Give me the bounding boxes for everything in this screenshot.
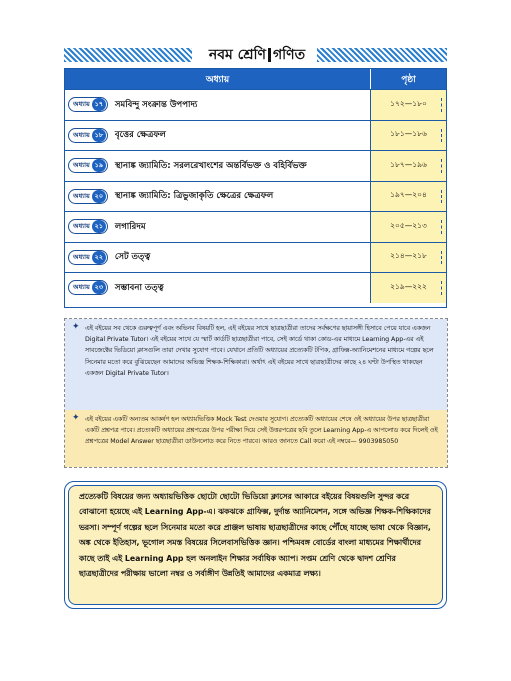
header-stripe-right — [317, 48, 447, 62]
chapter-number: ২১ — [92, 220, 106, 233]
chapter-badge-label: অধ্যায় — [73, 161, 90, 170]
chapter-title: সমবিন্দু সংক্রান্ত উপপাদ্য — [114, 99, 198, 110]
page-range: ১৮১—১৮৬ — [371, 121, 446, 151]
subject-label: গণিত — [272, 47, 306, 63]
chapter-badge — [68, 128, 108, 143]
chapter-cell — [65, 151, 371, 181]
promo-inner — [68, 485, 443, 605]
chapter-badge — [68, 280, 108, 295]
contents-row — [65, 242, 446, 273]
chapter-number: ২০ — [92, 190, 106, 203]
chapter-badge — [68, 158, 108, 173]
contents-table-header — [65, 69, 446, 89]
contents-row — [65, 181, 446, 212]
chapter-title: সেট তত্ত্ব — [114, 252, 151, 263]
chapter-number: ১৮ — [92, 129, 106, 142]
page-range: ১৮৭—১৯৬ — [371, 151, 446, 181]
chapter-badge-label: অধ্যায় — [73, 191, 90, 200]
chapter-cell — [65, 273, 371, 303]
chapter-title: লগারিদম — [114, 221, 146, 232]
star-icon: ✦ — [72, 413, 80, 423]
chapter-title: সম্ভাবনা তত্ত্ব — [114, 282, 164, 293]
chapter-badge-label: অধ্যায় — [73, 130, 90, 139]
chapter-cell — [65, 182, 371, 212]
chapter-cell — [65, 90, 371, 120]
page-range: ২০৫—২১৩ — [371, 212, 446, 242]
contents-row — [65, 150, 446, 181]
note-mock-test — [65, 410, 447, 467]
chapter-badge-label: অধ্যায় — [73, 283, 90, 292]
chapter-number: ১৯ — [92, 159, 106, 172]
title-divider — [268, 48, 271, 62]
chapter-badge — [68, 219, 108, 234]
chapter-title: বৃত্তের ক্ষেত্রফল — [114, 130, 166, 141]
chapter-badge-label: অধ্যায় — [73, 252, 90, 261]
page-header — [64, 44, 447, 66]
chapter-badge — [68, 189, 108, 204]
note-text: এই বইয়ের একটি অন্যতম আকর্ষণ হল অধ্যায়ভিত্তিক Mock Test দেওয়ার সুযোগ। প্রত্যেকটি অধ্যায়ের শেষে ওই অধ্যায়ের উপর ছাত্রছাত্রীরা একটি প্রশ্নপত্র পাবে। প্রত্যেকটি অধ্যায়ের প্রশ্নপত্রের উপর পরীক্ষা দিয়ে সেই উত্তরপত্রের ছবি তুলে Learning App-এ আপলোড করে দিলেই ওই প্রশ্নপত্রের Model Answer ছাত্রছাত্রীরা ডাউনলোড করে নিতে পারবে। আরও জানতে Call করো এই নম্বরে— 9903985050 — [85, 416, 438, 446]
chapter-number: ২২ — [92, 251, 106, 264]
chapter-badge-label: অধ্যায় — [73, 100, 90, 109]
chapter-badge — [68, 97, 108, 112]
page-range: ১৭২—১৮০ — [371, 90, 446, 120]
learning-app-promo — [64, 481, 447, 609]
page-range: ১৯৭—২০৪ — [371, 182, 446, 212]
contents-table — [64, 68, 447, 308]
chapter-number: ১৭ — [92, 98, 106, 111]
page-column-header: পৃষ্ঠা — [371, 69, 446, 89]
contents-row — [65, 211, 446, 242]
contents-table-body — [65, 89, 446, 303]
contents-row — [65, 120, 446, 151]
chapter-column-header: অধ্যায় — [65, 69, 371, 89]
promo-text: প্রত্যেকটি বিষয়ের জন্য অধ্যায়ভিত্তিক ছোটো ছোটো ভিডিয়ো ক্লাসের আকারে বইয়ের বিষয়গুলি সুন্দর করে বোঝানো হয়েছে এই Learning App-এ। ঝকঝকে গ্রাফিক্স, দুর্দান্ত অ্যানিমেশন, সঙ্গে অভিজ্ঞ শিক্ষক-শিক্ষিকাদের ভরসা। সম্পূর্ণ গল্পের ছলে সিনেমার মতো করে প্রাঞ্জল ভাষায় ছাত্রছাত্রীদের কাছে পৌঁছে যাচ্ছে ভাষা থেকে বিজ্ঞান, অঙ্ক থেকে ইতিহাস, ভূগোল সমস্ত বিষয়ের সিলেবাসভিত্তিক জ্ঞান। পশ্চিমবঙ্গ বোর্ডের বাংলা মাধ্যমের শিক্ষার্থীদের কাছে তাই এই Learning App হল অনলাইন শিক্ষার সর্বাধিক অ্যাপ। সপ্তম শ্রেণি থেকে দ্বাদশ শ্রেণির ছাত্রছাত্রীদের পরীক্ষায় ভালো নম্বর ও সর্বাঙ্গীণ উন্নতিই আমাদের একমাত্র লক্ষ্য। — [79, 492, 431, 579]
chapter-cell — [65, 212, 371, 242]
contents-row — [65, 272, 446, 303]
chapter-title: স্থানাঙ্ক জ্যামিতি: ত্রিভুজাকৃতি ক্ষেত্রের ক্ষেত্রফল — [114, 191, 274, 202]
note-text: এই বইয়ের সব থেকে গুরুত্বপূর্ণ এবং অভিনব বিষয়টি হল, এই বইয়ের সাথে ছাত্রছাত্রীরা তাদের সর্বক্ষণের ছায়াসঙ্গী হিসাবে পেয়ে যাবে একজন Digital Private Tutor। এই বইয়ের সাথে যে স্মার্ট কার্ডটি ছাত্রছাত্রীরা পাবে, সেই কার্ডে থাকা কোড-এর মাধ্যমে Learning App-এর এই সাবজেক্টের ভিডিয়ো ক্লাসগুলি তারা দেখার সুযোগ পাবে। যেখানে প্রতিটি অধ্যায়ের প্রত্যেকটি টপিক, গ্রাফিক্স-অ্যানিমেশনের মাধ্যমে গল্পের ছলে সিনেমার মতো করে বুঝিয়েছেন আমাদের অভিজ্ঞ শিক্ষক-শিক্ষিকারা। অর্থাৎ এই বইয়ের সাথে ছাত্রছাত্রীদের কাছে ২৪ ঘণ্টা উপস্থিত থাকছেন একজন Digital Private Tutor। — [85, 325, 434, 377]
chapter-cell — [65, 243, 371, 273]
contents-row — [65, 89, 446, 120]
page-range: ২১৯—২২২ — [371, 273, 446, 303]
chapter-badge — [68, 250, 108, 265]
header-stripe-left — [64, 48, 192, 62]
chapter-title: স্থানাঙ্ক জ্যামিতি: সরলরেখাংশের অন্তর্বিভক্ত ও বহির্বিভক্ত — [114, 160, 307, 171]
page-range: ২১৪—২১৮ — [371, 243, 446, 273]
class-label: নবম শ্রেণি — [208, 47, 266, 63]
notes-box — [64, 318, 448, 468]
chapter-number: ২৩ — [92, 281, 106, 294]
chapter-cell — [65, 121, 371, 151]
header-title — [196, 44, 318, 66]
star-icon: ✦ — [72, 322, 80, 332]
chapter-badge-label: অধ্যায় — [73, 222, 90, 231]
note-digital-tutor — [65, 319, 447, 410]
